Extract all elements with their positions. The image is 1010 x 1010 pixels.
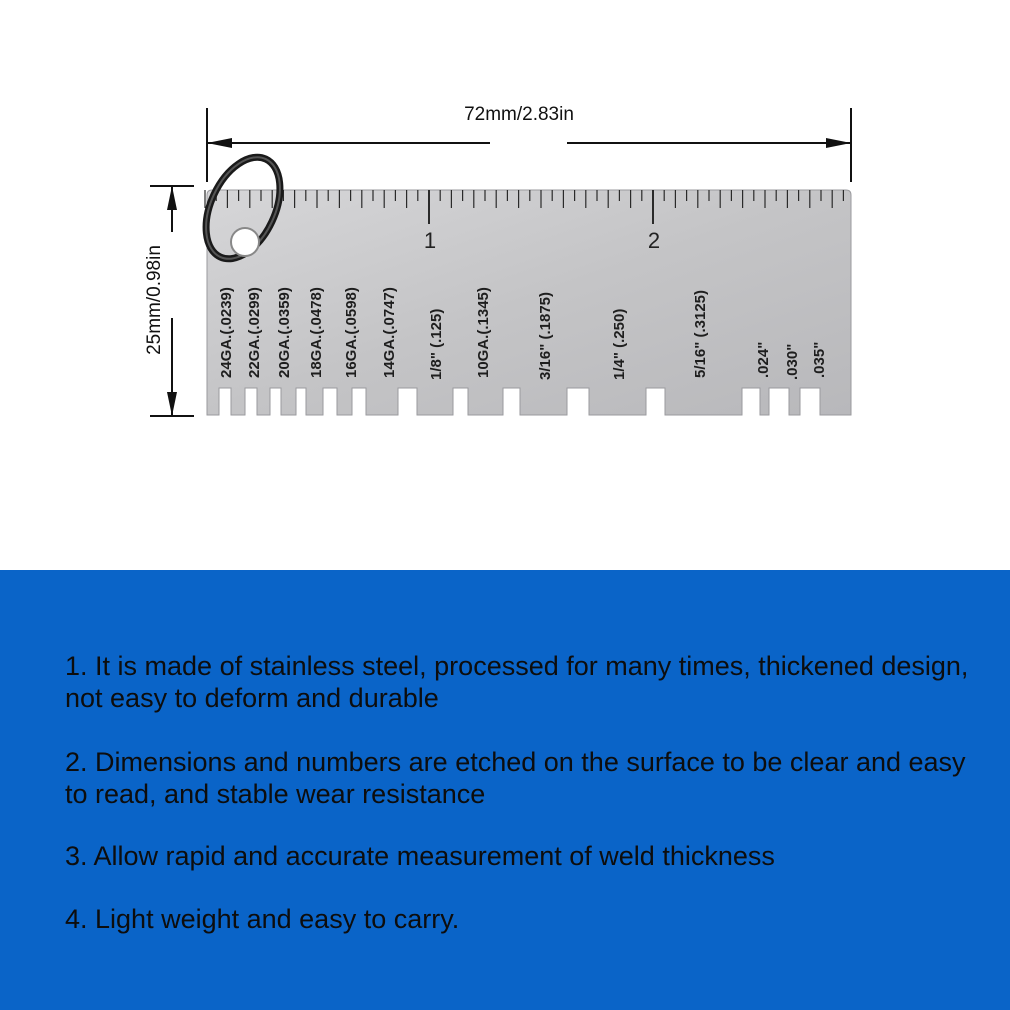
slot-label: 14GA.(.0747)	[381, 287, 398, 378]
slot-label: 1/8" (.125)	[428, 308, 445, 380]
width-dimension-label: 72mm/2.83in	[464, 104, 574, 125]
width-dimension	[207, 104, 851, 182]
slot-label: 20GA.(.0359)	[276, 287, 293, 378]
slot-label: 1/4" (.250)	[611, 308, 628, 380]
slot-label: .030"	[784, 343, 801, 380]
slot-label: 18GA.(.0478)	[308, 287, 325, 378]
slot-label: 5/16" (.3125)	[692, 289, 709, 378]
feature-item-2: 2. Dimensions and numbers are etched on the surface to be clear and easy to read, and stable wear resistance	[65, 747, 966, 809]
features-panel	[0, 570, 1010, 1010]
feature-item-1: 1. It is made of stainless steel, processed for many times, thickened design, not easy to deform and durable	[65, 651, 969, 713]
height-dimension-label: 25mm/0.98in	[144, 245, 165, 355]
ruler-number-2: 2	[647, 228, 661, 253]
feature-item-3: 3. Allow rapid and accurate measurement of weld thickness	[65, 841, 775, 871]
slot-label: 16GA.(.0598)	[343, 287, 360, 378]
slot-label: .035"	[811, 341, 828, 378]
ruler-number-1: 1	[423, 228, 437, 253]
gauge-plate	[205, 190, 851, 415]
height-dimension	[144, 186, 194, 416]
slot-label: .024"	[755, 341, 772, 378]
slot-label: 3/16" (.1875)	[537, 291, 554, 380]
feature-item-4: 4. Light weight and easy to carry.	[65, 904, 460, 934]
slot-label: 10GA.(.1345)	[475, 287, 492, 378]
slot-label: 24GA.(.0239)	[218, 287, 235, 378]
slot-label: 22GA.(.0299)	[246, 287, 263, 378]
